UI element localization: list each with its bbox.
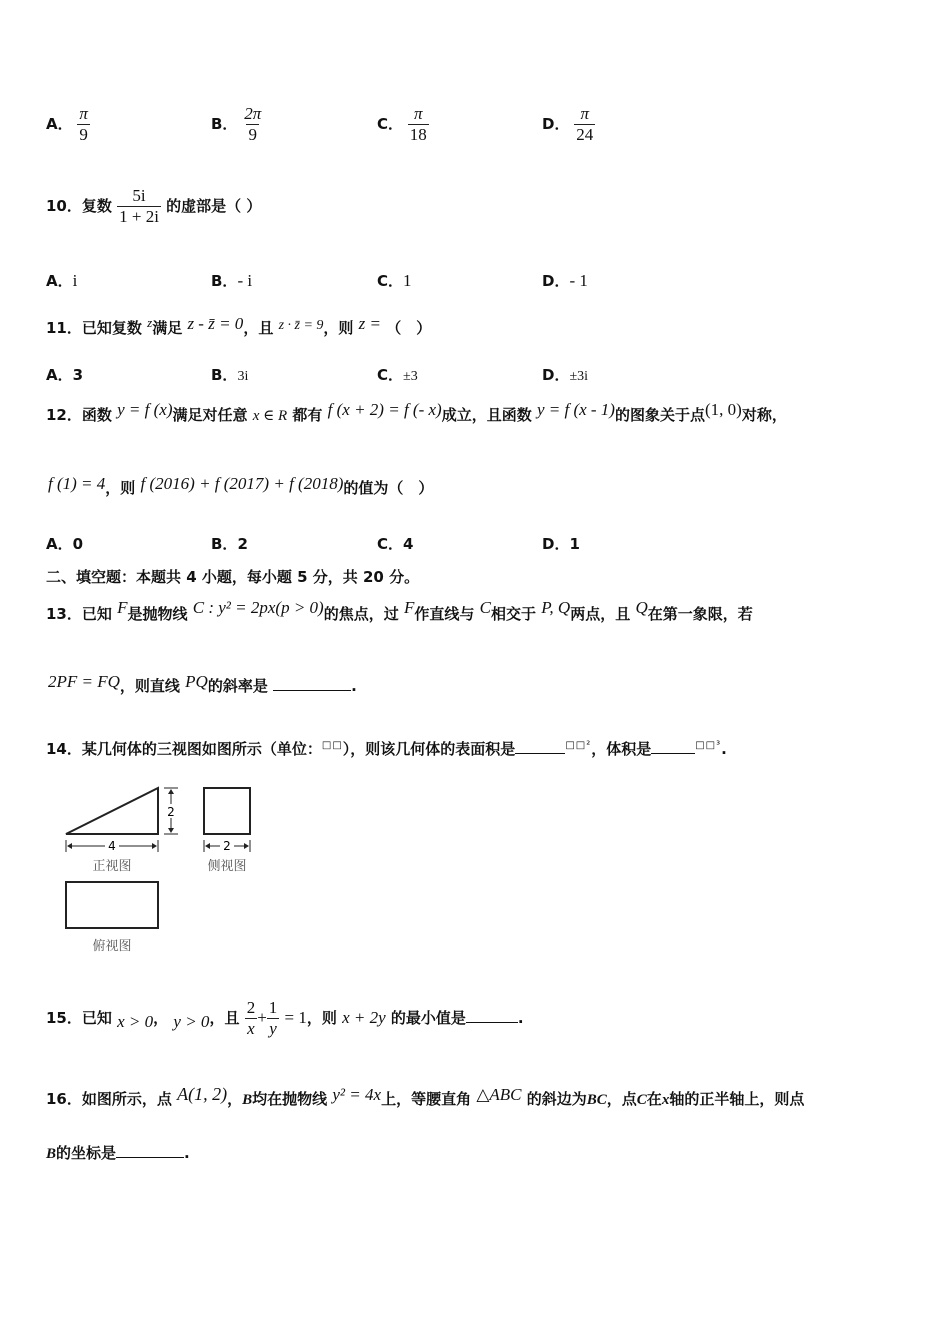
dim-front-width-label: 4 [108, 839, 116, 853]
q12-option-a: A．0 [46, 535, 84, 553]
front-view-label: 正视图 [92, 859, 132, 874]
fraction: $\frac{2}{x}$ [246, 998, 256, 1038]
fraction: $\frac{\pi}{18}$ [409, 104, 427, 144]
arrow-left-icon [205, 843, 210, 849]
q11-option-a: A．3 [46, 366, 84, 384]
q9-option-c: C． $\frac{\pi}{18}$ [377, 104, 427, 144]
q9-option-a: A． $\frac{\pi}{9}$ [46, 104, 88, 144]
q9-option-d: D． $\frac{\pi}{24}$ [542, 104, 594, 144]
fraction: $\frac{2\pi}{9}$ [244, 104, 262, 144]
q12-stem-line2: f (1) = 4，则 f (2016) + f (2017) + f (2018)的值为（ ） [48, 474, 434, 497]
q10-option-a: A．i [46, 271, 78, 290]
arrow-up-icon [168, 789, 174, 794]
arrow-down-icon [168, 828, 174, 833]
answer-blank[interactable] [273, 676, 351, 691]
answer-blank[interactable] [466, 1008, 518, 1023]
top-view-label: 俯视图 [92, 939, 132, 954]
arrow-right-icon [244, 843, 249, 849]
section-title: 二、填空题：本题共 4 小题，每小题 5 分，共 20 分。 [46, 568, 420, 586]
front-view-triangle [66, 788, 158, 834]
q12-stem-line1: 12．函数 y = f (x)满足对任意 x ∈ R 都有 f (x + 2) = f (- x)成立，且函数 y = f (x - 1)的图象关于点(1, 0)对称， [46, 400, 787, 424]
q12-option-c: C．4 [377, 535, 414, 553]
dim-height-label: 2 [167, 805, 175, 819]
fraction: $\frac{\pi}{24}$ [576, 104, 594, 144]
q12-option-d: D．1 [542, 535, 580, 553]
arrow-right-icon [152, 843, 157, 849]
q14-stem: 14．某几何体的三视图如图所示（单位：□□），则该几何体的表面积是 $^{□□^2}$，体积是 $^{□□^3}$. [46, 740, 727, 758]
q11-option-c: C．±3 [377, 366, 418, 384]
q10-stem: 10．复数 $\frac{5i}{1 + 2i}$ 的虚部是（ ） [46, 186, 262, 226]
arrow-left-icon [67, 843, 72, 849]
q12-option-b: B．2 [211, 535, 248, 553]
answer-blank-area[interactable] [515, 739, 565, 754]
dim-side-width-label: 2 [223, 839, 231, 853]
q9-option-b: B． $\frac{2\pi}{9}$ [211, 104, 262, 144]
q13-stem-line1: 13．已知 F是抛物线 C : y² = 2px(p > 0)的焦点，过 F作直线与 C相交于 P, Q两点，且 Q在第一象限，若 [46, 598, 753, 623]
q16-stem-line1: 16．如图所示，点 A(1, 2)，B均在抛物线 y² = 4x上，等腰直角 △ABC 的斜边为BC，点C在x轴的正半轴上，则点 [46, 1084, 805, 1108]
fraction: $\frac{5i}{1 + 2i}$ [119, 186, 159, 226]
answer-blank[interactable] [116, 1143, 184, 1158]
fraction: $\frac{\pi}{9}$ [79, 104, 88, 144]
fraction: $\frac{1}{y}$ [268, 998, 278, 1038]
side-view-label: 侧视图 [207, 859, 247, 874]
q10-option-b: B．- i [211, 271, 253, 290]
q10-option-c: C．1 [377, 271, 412, 290]
q16-stem-line2: B的坐标是 . [46, 1144, 190, 1162]
q11-option-b: B．3i [211, 366, 249, 384]
q10-option-d: D．- 1 [542, 271, 588, 290]
q13-stem-line2: 2PF = FQ，则直线 PQ的斜率是 . [48, 672, 357, 695]
q15-stem: 15．已知 x > 0， y > 0，且 $\frac{2}{x}$ + $\frac{1}{y}$ = 1，则 x + 2y 的最小值是 . [46, 998, 524, 1038]
side-view-square [204, 788, 250, 834]
q11-stem: 11．已知复数 z满足 z - z̄ = 0，且 z · z̄ = 9，则 z = （ ） [46, 314, 432, 337]
top-view-rectangle [66, 882, 158, 928]
answer-blank-volume[interactable] [651, 739, 695, 754]
three-view-figure [60, 782, 260, 962]
q11-option-d: D．±3i [542, 366, 589, 384]
